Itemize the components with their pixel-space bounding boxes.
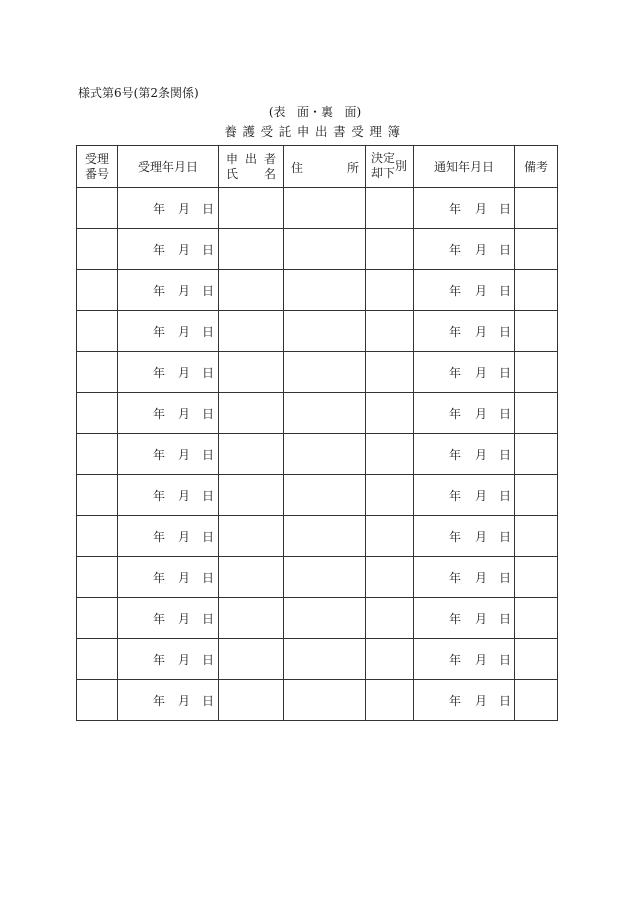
- receipt-number-cell[interactable]: [77, 352, 118, 393]
- paren-close: ): [356, 105, 362, 119]
- receipt-date-cell[interactable]: [118, 434, 219, 475]
- month-label: 月: [475, 202, 488, 216]
- remarks-cell[interactable]: [515, 557, 558, 598]
- decision-type-cell[interactable]: [366, 639, 414, 680]
- decision-type-cell[interactable]: [366, 557, 414, 598]
- notice-date-cell[interactable]: [414, 434, 515, 475]
- side-back: 面・裏: [296, 105, 333, 119]
- month-label: 月: [178, 612, 191, 626]
- side-back-suffix: 面: [344, 105, 357, 119]
- address-cell[interactable]: [284, 598, 366, 639]
- receipt-number-cell[interactable]: [77, 598, 118, 639]
- day-label: 日: [499, 694, 512, 708]
- table-row: [77, 516, 558, 557]
- day-label: 日: [202, 407, 215, 421]
- day-label: 日: [499, 325, 512, 339]
- receipt-date-cell[interactable]: [118, 598, 219, 639]
- year-label: 年: [449, 571, 462, 585]
- decision-type-cell[interactable]: [366, 516, 414, 557]
- month-label: 月: [475, 407, 488, 421]
- decision-type-cell[interactable]: [366, 229, 414, 270]
- year-label: 年: [153, 448, 166, 462]
- receipt-number-cell[interactable]: [77, 639, 118, 680]
- year-label: 年: [153, 694, 166, 708]
- decision-type-cell[interactable]: [366, 393, 414, 434]
- month-label: 月: [178, 243, 191, 257]
- decision-type-cell[interactable]: [366, 680, 414, 721]
- month-label: 月: [178, 284, 191, 298]
- header-receipt-date: 受理年月日: [118, 146, 219, 188]
- remarks-cell[interactable]: [515, 516, 558, 557]
- notice-date-cell[interactable]: [414, 475, 515, 516]
- remarks-cell[interactable]: [515, 188, 558, 229]
- header-applicant-name: 申 出 者 氏 名: [219, 146, 284, 188]
- notice-date-cell[interactable]: [414, 188, 515, 229]
- year-label: 年: [449, 448, 462, 462]
- receipt-date-cell[interactable]: [118, 516, 219, 557]
- year-label: 年: [449, 325, 462, 339]
- day-label: 日: [202, 530, 215, 544]
- day-label: 日: [499, 366, 512, 380]
- receipt-date-cell[interactable]: [118, 352, 219, 393]
- decision-type-cell[interactable]: [366, 598, 414, 639]
- decision-type-cell[interactable]: [366, 475, 414, 516]
- day-label: 日: [499, 530, 512, 544]
- table-row: [77, 393, 558, 434]
- remarks-cell[interactable]: [515, 352, 558, 393]
- year-label: 年: [153, 407, 166, 421]
- day-label: 日: [499, 612, 512, 626]
- receipt-date-cell[interactable]: [118, 475, 219, 516]
- table-row: [77, 311, 558, 352]
- ledger-body: [77, 188, 558, 721]
- receipt-date-cell[interactable]: [118, 188, 219, 229]
- applicant-name-cell[interactable]: [219, 598, 284, 639]
- document-title: 養護受託申出書受理簿: [224, 124, 406, 139]
- address-cell[interactable]: [284, 270, 366, 311]
- side-front: 表: [273, 105, 286, 119]
- month-label: 月: [475, 448, 488, 462]
- year-label: 年: [153, 325, 166, 339]
- day-label: 日: [202, 366, 215, 380]
- decision-type-cell[interactable]: [366, 352, 414, 393]
- year-label: 年: [449, 489, 462, 503]
- notice-date-cell[interactable]: [414, 516, 515, 557]
- address-cell[interactable]: [284, 475, 366, 516]
- remarks-cell[interactable]: [515, 229, 558, 270]
- receipt-number-cell[interactable]: [77, 557, 118, 598]
- header-notice-date: 通知年月日: [414, 146, 515, 188]
- receipt-date-cell[interactable]: [118, 311, 219, 352]
- day-label: 日: [499, 284, 512, 298]
- year-label: 年: [449, 612, 462, 626]
- day-label: 日: [499, 653, 512, 667]
- table-row: [77, 639, 558, 680]
- receipt-date-cell[interactable]: [118, 680, 219, 721]
- day-label: 日: [202, 489, 215, 503]
- address-cell[interactable]: [284, 639, 366, 680]
- notice-date-cell[interactable]: [414, 639, 515, 680]
- day-label: 日: [499, 448, 512, 462]
- receipt-number-cell[interactable]: [77, 188, 118, 229]
- table-row: [77, 475, 558, 516]
- receipt-date-cell[interactable]: [118, 557, 219, 598]
- remarks-cell[interactable]: [515, 598, 558, 639]
- applicant-name-cell[interactable]: [219, 352, 284, 393]
- notice-date-cell[interactable]: [414, 598, 515, 639]
- header-address: 住 所: [284, 146, 366, 188]
- year-label: 年: [449, 202, 462, 216]
- receipt-number-cell[interactable]: [77, 516, 118, 557]
- receipt-date-cell[interactable]: [118, 229, 219, 270]
- month-label: 月: [178, 325, 191, 339]
- day-label: 日: [499, 489, 512, 503]
- form-reference: 様式第6号(第2条関係): [78, 86, 199, 100]
- page-side-label: [0, 103, 630, 120]
- month-label: 月: [178, 571, 191, 585]
- receipt-number-cell[interactable]: [77, 311, 118, 352]
- receipt-date-cell[interactable]: [118, 270, 219, 311]
- address-cell[interactable]: [284, 352, 366, 393]
- day-label: 日: [499, 407, 512, 421]
- header-decision-type: 決定 却下 別: [366, 146, 414, 188]
- header-receipt-number: 受理 番号: [77, 146, 118, 188]
- year-label: 年: [153, 612, 166, 626]
- decision-type-cell[interactable]: [366, 434, 414, 475]
- table-row: [77, 598, 558, 639]
- applicant-name-cell[interactable]: [219, 680, 284, 721]
- remarks-cell[interactable]: [515, 311, 558, 352]
- year-label: 年: [449, 366, 462, 380]
- address-cell[interactable]: [284, 434, 366, 475]
- year-label: 年: [449, 243, 462, 257]
- month-label: 月: [475, 612, 488, 626]
- month-label: 月: [475, 284, 488, 298]
- month-label: 月: [475, 694, 488, 708]
- notice-date-cell[interactable]: [414, 229, 515, 270]
- month-label: 月: [475, 489, 488, 503]
- receipt-date-cell[interactable]: [118, 639, 219, 680]
- year-label: 年: [153, 530, 166, 544]
- table-row: [77, 352, 558, 393]
- month-label: 月: [475, 530, 488, 544]
- table-row: [77, 270, 558, 311]
- day-label: 日: [202, 243, 215, 257]
- applicant-name-cell[interactable]: [219, 516, 284, 557]
- year-label: 年: [153, 571, 166, 585]
- month-label: 月: [178, 694, 191, 708]
- year-label: 年: [449, 530, 462, 544]
- day-label: 日: [202, 612, 215, 626]
- day-label: 日: [202, 653, 215, 667]
- day-label: 日: [499, 571, 512, 585]
- year-label: 年: [153, 243, 166, 257]
- month-label: 月: [475, 325, 488, 339]
- month-label: 月: [475, 243, 488, 257]
- month-label: 月: [178, 448, 191, 462]
- notice-date-cell[interactable]: [414, 393, 515, 434]
- address-cell[interactable]: [284, 311, 366, 352]
- applicant-name-cell[interactable]: [219, 639, 284, 680]
- day-label: 日: [202, 694, 215, 708]
- month-label: 月: [178, 407, 191, 421]
- day-label: 日: [202, 202, 215, 216]
- year-label: 年: [449, 653, 462, 667]
- table-row: [77, 680, 558, 721]
- table-row: [77, 557, 558, 598]
- header-remarks: 備考: [515, 146, 558, 188]
- remarks-cell[interactable]: [515, 680, 558, 721]
- address-cell[interactable]: [284, 188, 366, 229]
- day-label: 日: [499, 243, 512, 257]
- receipt-ledger-table: [76, 145, 558, 721]
- applicant-name-cell[interactable]: [219, 311, 284, 352]
- day-label: 日: [202, 325, 215, 339]
- table-row: [77, 434, 558, 475]
- year-label: 年: [449, 407, 462, 421]
- address-cell[interactable]: [284, 680, 366, 721]
- day-label: 日: [202, 448, 215, 462]
- table-row: [77, 229, 558, 270]
- receipt-number-cell[interactable]: [77, 270, 118, 311]
- remarks-cell[interactable]: [515, 475, 558, 516]
- applicant-name-cell[interactable]: [219, 434, 284, 475]
- receipt-number-cell[interactable]: [77, 229, 118, 270]
- decision-type-cell[interactable]: [366, 270, 414, 311]
- year-label: 年: [153, 284, 166, 298]
- notice-date-cell[interactable]: [414, 680, 515, 721]
- day-label: 日: [202, 571, 215, 585]
- day-label: 日: [202, 284, 215, 298]
- address-cell[interactable]: [284, 393, 366, 434]
- applicant-name-cell[interactable]: [219, 229, 284, 270]
- month-label: 月: [178, 366, 191, 380]
- remarks-cell[interactable]: [515, 393, 558, 434]
- year-label: 年: [153, 366, 166, 380]
- receipt-number-cell[interactable]: [77, 680, 118, 721]
- month-label: 月: [475, 653, 488, 667]
- notice-date-cell[interactable]: [414, 311, 515, 352]
- applicant-name-cell[interactable]: [219, 475, 284, 516]
- address-cell[interactable]: [284, 557, 366, 598]
- month-label: 月: [475, 571, 488, 585]
- remarks-cell[interactable]: [515, 639, 558, 680]
- year-label: 年: [153, 653, 166, 667]
- month-label: 月: [178, 489, 191, 503]
- receipt-number-cell[interactable]: [77, 434, 118, 475]
- remarks-cell[interactable]: [515, 270, 558, 311]
- address-cell[interactable]: [284, 516, 366, 557]
- receipt-number-cell[interactable]: [77, 393, 118, 434]
- decision-type-cell[interactable]: [366, 311, 414, 352]
- year-label: 年: [449, 284, 462, 298]
- header-row: [77, 146, 558, 188]
- year-label: 年: [153, 202, 166, 216]
- applicant-name-cell[interactable]: [219, 393, 284, 434]
- receipt-number-cell[interactable]: [77, 475, 118, 516]
- notice-date-cell[interactable]: [414, 270, 515, 311]
- table-row: [77, 188, 558, 229]
- notice-date-cell[interactable]: [414, 352, 515, 393]
- paren-open: (: [268, 105, 274, 119]
- day-label: 日: [499, 202, 512, 216]
- address-cell[interactable]: [284, 229, 366, 270]
- year-label: 年: [449, 694, 462, 708]
- applicant-name-cell[interactable]: [219, 557, 284, 598]
- remarks-cell[interactable]: [515, 434, 558, 475]
- applicant-name-cell[interactable]: [219, 188, 284, 229]
- month-label: 月: [178, 202, 191, 216]
- notice-date-cell[interactable]: [414, 557, 515, 598]
- receipt-date-cell[interactable]: [118, 393, 219, 434]
- year-label: 年: [153, 489, 166, 503]
- decision-type-cell[interactable]: [366, 188, 414, 229]
- applicant-name-cell[interactable]: [219, 270, 284, 311]
- month-label: 月: [475, 366, 488, 380]
- month-label: 月: [178, 530, 191, 544]
- month-label: 月: [178, 653, 191, 667]
